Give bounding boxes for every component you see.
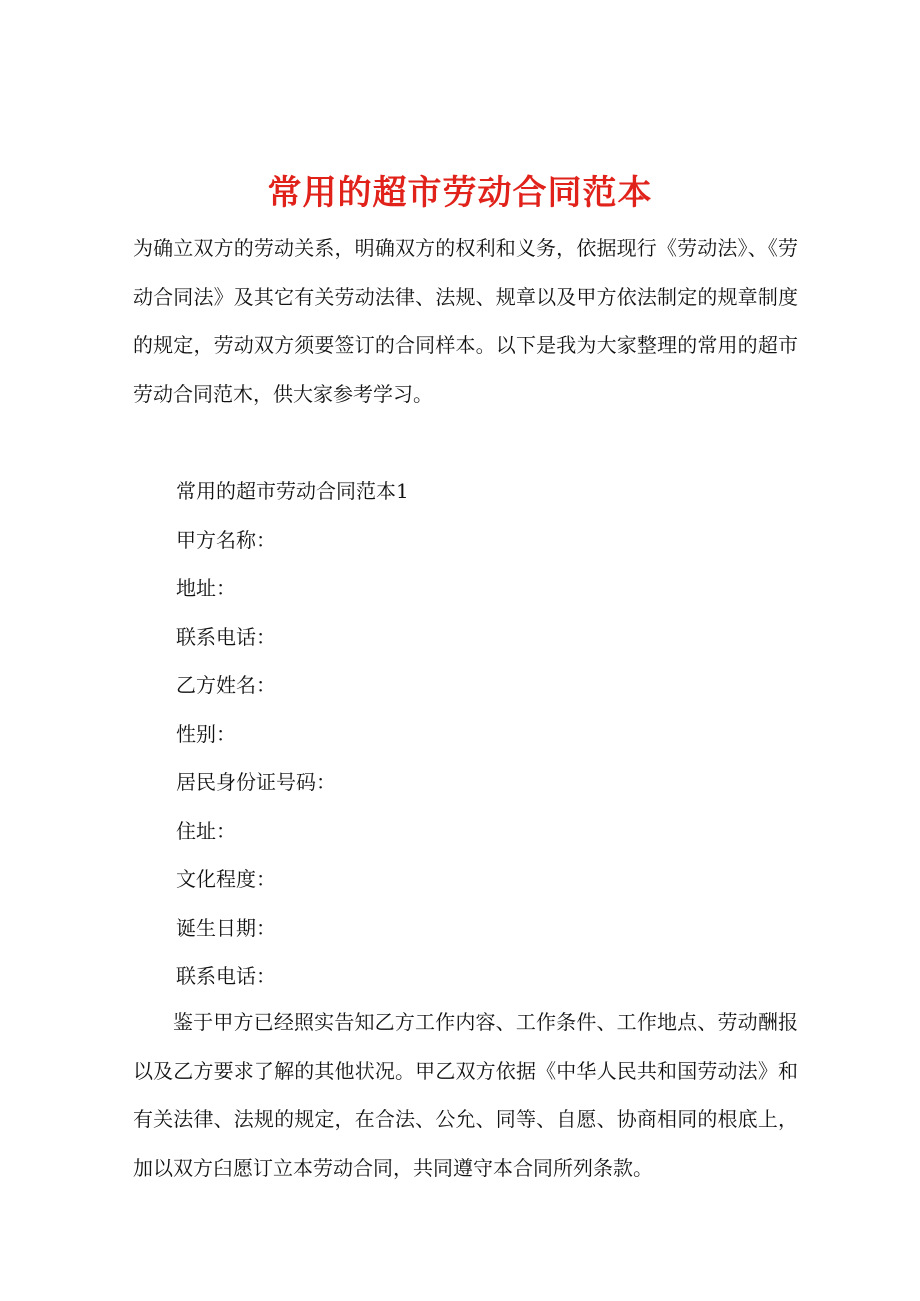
clause-paragraph: 鉴于甲方已经照实告知乙方工作内容、工作条件、工作地点、劳动酬报以及乙方要求了解的其他状况。甲乙双方依据《中华人民共和国劳动法》和有关法律、法规的规定，在合法、公允、同等、自愿、协商相同的根底上，加以双方臼愿订立本劳动合同，共同遵守本合同所列条款。 <box>133 1010 798 1180</box>
contract-fields <box>0 467 920 1001</box>
field-residence: 住址： <box>176 818 236 843</box>
field-education: 文化程度： <box>176 867 276 891</box>
intro-paragraph: 为确立双方的劳动关系，明确双方的权利和义务，依据现行《劳动法》、《劳动合同法》及其它有关劳动法律、法规、规章以及甲方依法制定的规章制度的规定，劳动双方须要签订的合同样本。以下是我为大家整理的常用的超市劳动合同范木，供大家参考学习。 <box>133 236 798 406</box>
field-id-number: 居民身份证号码： <box>176 770 336 794</box>
field-party-b-name: 乙方姓名： <box>176 673 276 697</box>
field-phone-b: 联系电话： <box>176 964 276 988</box>
section-heading: 常用的超市劳动合同范本1 <box>176 479 409 503</box>
field-party-a-name: 甲方名称： <box>176 527 276 552</box>
field-phone-a: 联系电话： <box>176 624 276 649</box>
document-title: 常用的超市劳动合同范本 <box>267 172 653 213</box>
field-birth-date: 诞生日期： <box>176 915 276 940</box>
field-address: 地址： <box>176 576 236 600</box>
field-gender: 性别： <box>176 721 236 746</box>
